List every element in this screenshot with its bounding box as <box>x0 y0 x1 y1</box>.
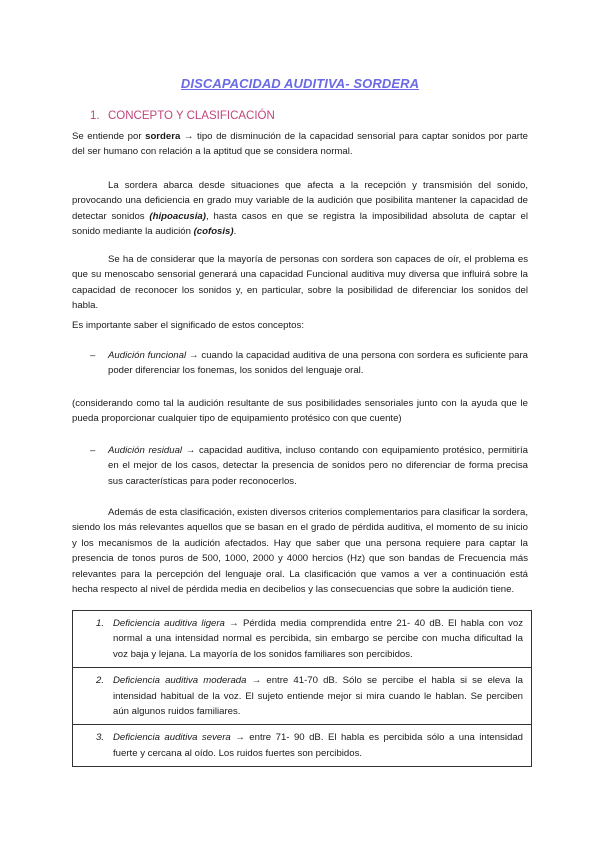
section-number: 1. <box>90 110 100 122</box>
paragraph-clasificacion: Además de esta clasificación, existen diversos criterios complementarios para clasificar la sordera, siendo los más relevantes aquellos que se basan en el grado de pérdida auditiva, el momento de su inicio y los mecanismos de la audición afectados. Hay que saber que una persona requiere para captar la presencia de tonos puros de 500, 1000, 2000 y 4000 hercios (Hz) que son bandas de Frecuencia más relevantes para la percepción del lenguaje oral. La clasificación que vamos a ver a continuación está hecha respecto al nivel de pérdida media en decibelios y las consecuencias que sobre la audición tiene. <box>72 507 528 596</box>
row-term: Deficiencia auditiva severa → <box>113 732 245 744</box>
sordera-text-a: La sordera abarca desde situaciones que afecta a la recepción y transmisión del sonido, provocando una deficiencia en grado muy variable de la audición que posibilita mantener la capacidad de detectar sonidos <box>72 180 528 222</box>
term-hipoacusia: (hipoacusia) <box>149 210 206 222</box>
bullet-audicion-funcional <box>90 348 528 379</box>
definition-term: sordera <box>145 131 181 142</box>
bullet-term: Audición residual → <box>108 445 196 456</box>
sordera-text-e: . <box>233 226 237 238</box>
definition-post: → tipo de disminución de la capacidad sensorial para captar sonidos por parte del ser humano con relación a la aptitud que se considera normal. <box>72 131 528 158</box>
document-title: DISCAPACIDAD AUDITIVA- SORDERA <box>180 76 420 91</box>
bullet-term: Audición funcional → <box>108 350 199 361</box>
row-text: entre 71- 90 dB. El habla es percibida sólo a una intensidad fuerte y cercana al oído. Los ruidos fuertes son percibidos. <box>113 732 523 759</box>
paragraph-sordera <box>72 178 528 240</box>
row-number: 2. <box>96 675 105 687</box>
row-term: Deficiencia auditiva ligera → <box>113 618 239 629</box>
row-number: 1. <box>96 618 105 629</box>
classification-table <box>72 610 532 767</box>
paragraph-considerando: (considerando como tal la audición resultante de sus posibilidades sensoriales junto con la ayuda que le pueda proporcionar cualquier tipo de equipamiento protésico con que cuente) <box>72 398 528 425</box>
bullet-audicion-residual <box>90 443 528 489</box>
section-heading <box>90 110 275 122</box>
bullet-dash: – <box>90 350 96 361</box>
row-number: 3. <box>96 732 105 744</box>
paragraph-capacidad: Se ha de considerar que la mayoría de personas con sordera son capaces de oír, el problema es que su menoscabo sensorial generará una capacidad Funcional auditiva muy diversa que influirá sobre la capacidad de reconocer los sonidos y, en particular, sobre la posibilidad de diferenciar los sonidos del habla. <box>72 254 528 312</box>
bullet-text <box>108 348 528 379</box>
section-label: CONCEPTO Y CLASIFICACIÓN <box>108 110 275 122</box>
table-row <box>73 668 531 725</box>
table-row <box>73 725 531 766</box>
definition-pre: Se entiende por <box>72 131 146 142</box>
table-row <box>73 611 531 668</box>
paragraph-definition <box>72 129 528 160</box>
sordera-text-c: , hasta casos en que se registra la imposibilidad absoluta de captar el sonido mediante la audición <box>72 210 528 238</box>
paragraph-conceptos-intro: Es importante saber el significado de estos conceptos: <box>72 320 304 331</box>
bullet-body: cuando la capacidad auditiva de una persona con sordera es suficiente para poder diferenciar los fonemas, los sonidos del lenguaje oral. <box>108 350 528 377</box>
row-text: Pérdida media comprendida entre 21- 40 dB. El habla con voz normal a una intensidad normal es percibida, sin embargo se percibe con mucha dificultad la voz baja y lejana. La mayoría de los sonidos familiares son percibidos. <box>113 618 524 660</box>
term-cofosis: (cofosis) <box>193 226 234 238</box>
bullet-body: capacidad auditiva, incluso contando con equipamiento protésico, permitiría en el mejor de los casos, detectar la presencia de sonidos pero no diferenciar de forma precisa sus características para poder reconocerlos. <box>108 445 528 487</box>
bullet-text <box>108 443 528 489</box>
bullet-dash: – <box>90 445 96 456</box>
row-text: entre 41-70 dB. Sólo se percibe el habla si se eleva la intensidad habitual de la voz. El sujeto entiende mejor si mira cuando le hablan. Se perciben aún algunos ruidos familiares. <box>113 675 523 718</box>
row-term: Deficiencia auditiva moderada → <box>113 675 262 687</box>
